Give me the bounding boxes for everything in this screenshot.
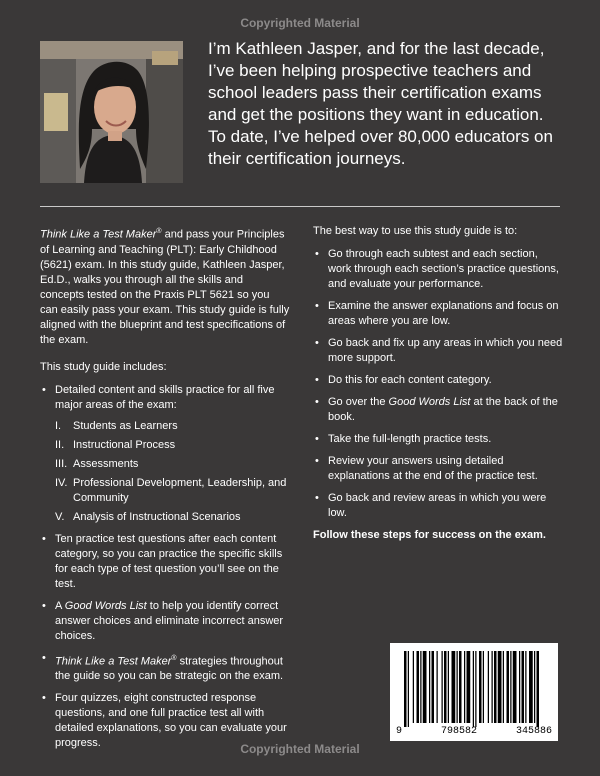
area-label: Students as Learners: [73, 419, 178, 432]
book-title-italic: Think Like a Test Maker: [40, 228, 157, 241]
barcode-bar: [494, 651, 497, 723]
barcode-bar: [534, 651, 535, 723]
list-item-text: Detailed content and skills practice for all five major areas of the exam:: [55, 383, 275, 411]
barcode-group-2: 345886: [515, 726, 552, 737]
includes-list: [40, 383, 290, 752]
barcode-bar: [473, 651, 474, 727]
barcode-bar: [479, 651, 482, 723]
barcode-bar: [525, 651, 526, 723]
barcode-bar: [507, 651, 510, 723]
list-item-italic: Good Words List: [64, 599, 147, 612]
watermark-bottom: Copyrighted Material: [240, 742, 360, 756]
area-label: Analysis of Instructional Scenarios: [73, 510, 241, 523]
registered-mark: ®: [156, 228, 162, 235]
list-item-text: Four quizzes, eight constructed response questions, and one full practice test all with detailed explanations, so you can evaluate your progress.: [55, 692, 287, 750]
list-item-text: Go back and review areas in which you were low.: [328, 492, 547, 519]
barcode-bar: [519, 651, 520, 723]
area-label: Instructional Process: [73, 438, 176, 451]
list-item: [313, 395, 563, 425]
list-item: [313, 432, 563, 447]
area-number: II.: [55, 438, 65, 451]
barcode-bar: [464, 651, 465, 723]
list-item-italic: Good Words List: [388, 396, 471, 408]
barcode-lead-digit: 9: [396, 726, 403, 737]
barcode-bar: [510, 651, 511, 723]
barcode-bar: [417, 651, 420, 723]
list-item: [313, 491, 563, 521]
area-number: IV.: [55, 476, 68, 489]
barcode-bar: [457, 651, 458, 723]
list-item: [40, 599, 290, 644]
area-number: III.: [55, 457, 68, 470]
list-item: [313, 336, 563, 366]
barcode-bar: [452, 651, 456, 723]
barcode-group-1: 798582: [440, 726, 477, 737]
watermark-top: Copyrighted Material: [240, 16, 360, 30]
steps-list: [313, 247, 563, 521]
exam-area-item: [55, 476, 290, 506]
barcode-bar: [513, 651, 517, 723]
barcode-bar: [448, 651, 449, 723]
exam-area-item: [55, 457, 290, 472]
list-item: [313, 454, 563, 484]
barcode-bar: [404, 651, 407, 727]
barcode-bars: [390, 643, 558, 727]
exam-area-item: [55, 419, 290, 434]
author-photo: [40, 41, 183, 183]
list-item-text: at the back of the book.: [328, 396, 558, 423]
area-label: Assessments: [73, 457, 139, 470]
barcode-bar: [423, 651, 427, 723]
exam-area-item: [55, 510, 290, 525]
list-item: [40, 383, 290, 525]
includes-heading: This study guide includes:: [40, 360, 167, 373]
registered-mark: ®: [171, 654, 177, 662]
barcode-bar: [483, 651, 484, 723]
barcode-digits: [396, 726, 552, 737]
list-item-text: Go through each subtest and each section, work through each section’s practice questions, and evaluate your performance.: [328, 248, 559, 290]
area-number: I.: [55, 419, 62, 432]
barcode-bar: [429, 651, 430, 723]
list-item: [40, 651, 290, 685]
right-column: [313, 224, 563, 543]
barcode-bar: [432, 651, 435, 723]
closing-statement: Follow these steps for success on the exam.: [313, 529, 546, 541]
barcode-bar: [475, 651, 476, 727]
barcode-bar: [459, 651, 462, 723]
left-column: [40, 224, 290, 758]
list-item-text: A: [55, 599, 65, 612]
list-item-text: Examine the answer explanations and focus on areas where you are low.: [328, 300, 559, 327]
barcode-bar: [488, 651, 489, 723]
list-item: [313, 247, 563, 292]
exam-areas-list: [55, 419, 290, 525]
list-item-text: Go over the: [328, 396, 389, 408]
divider: [40, 206, 560, 207]
barcode-bar: [408, 651, 409, 727]
description-paragraph: [40, 224, 290, 348]
barcode-bar: [467, 651, 471, 723]
list-item-text: Ten practice test questions after each content category, so you can practice the specific skills for each type of test question you’ll see on the test.: [55, 532, 283, 590]
barcode-bar: [444, 651, 447, 723]
barcode-bar: [503, 651, 504, 723]
barcode-bar: [492, 651, 493, 723]
exam-area-item: [55, 438, 290, 453]
barcode-bar: [413, 651, 414, 723]
barcode-bar: [537, 651, 540, 727]
area-label: Professional Development, Leadership, and Community: [73, 476, 287, 504]
barcode-bar: [420, 651, 421, 723]
isbn-barcode: [390, 643, 558, 741]
barcode-bar: [437, 651, 438, 723]
list-item: [40, 532, 290, 592]
barcode-bar: [498, 651, 502, 723]
barcode-bar: [529, 651, 533, 723]
list-item-text: Take the full-length practice tests.: [328, 433, 492, 445]
barcode-bar: [522, 651, 525, 723]
list-item-text: Do this for each content category.: [328, 374, 492, 386]
steps-heading: The best way to use this study guide is to:: [313, 225, 518, 237]
list-item-text: Go back and fix up any areas in which you need more support.: [328, 337, 563, 364]
list-item: [313, 373, 563, 388]
list-item-text: Review your answers using detailed explanations at the end of the practice test.: [328, 455, 538, 482]
list-item-text: strategies throughout the guide so you can be strategic on the exam.: [55, 655, 284, 683]
barcode-bar: [442, 651, 443, 723]
area-number: V.: [55, 510, 65, 523]
author-intro: I’m Kathleen Jasper, and for the last decade, I’ve been helping prospective teachers and school leaders pass their certification exams and get the positions they want in education. To date, I’ve helped over 80,000 educators on their certification journeys.: [208, 39, 553, 168]
list-item-text: to help you identify correct answer choices and eliminate incorrect answer choices.: [55, 599, 284, 642]
list-item: [313, 299, 563, 329]
description-text: and pass your Principles of Learning and Teaching (PLT): Early Childhood (5621) exam. In this study guide, Kathleen Jasper, Ed.D., walks you through all the skills and concepts tested on the Praxis PLT 5621 so you can easily pass your exam. This study guide is fully aligned with the blueprint and test specifications of the exam.: [40, 228, 290, 346]
list-item-italic: Think Like a Test Maker: [55, 655, 172, 668]
author-portrait-image: [40, 41, 183, 183]
